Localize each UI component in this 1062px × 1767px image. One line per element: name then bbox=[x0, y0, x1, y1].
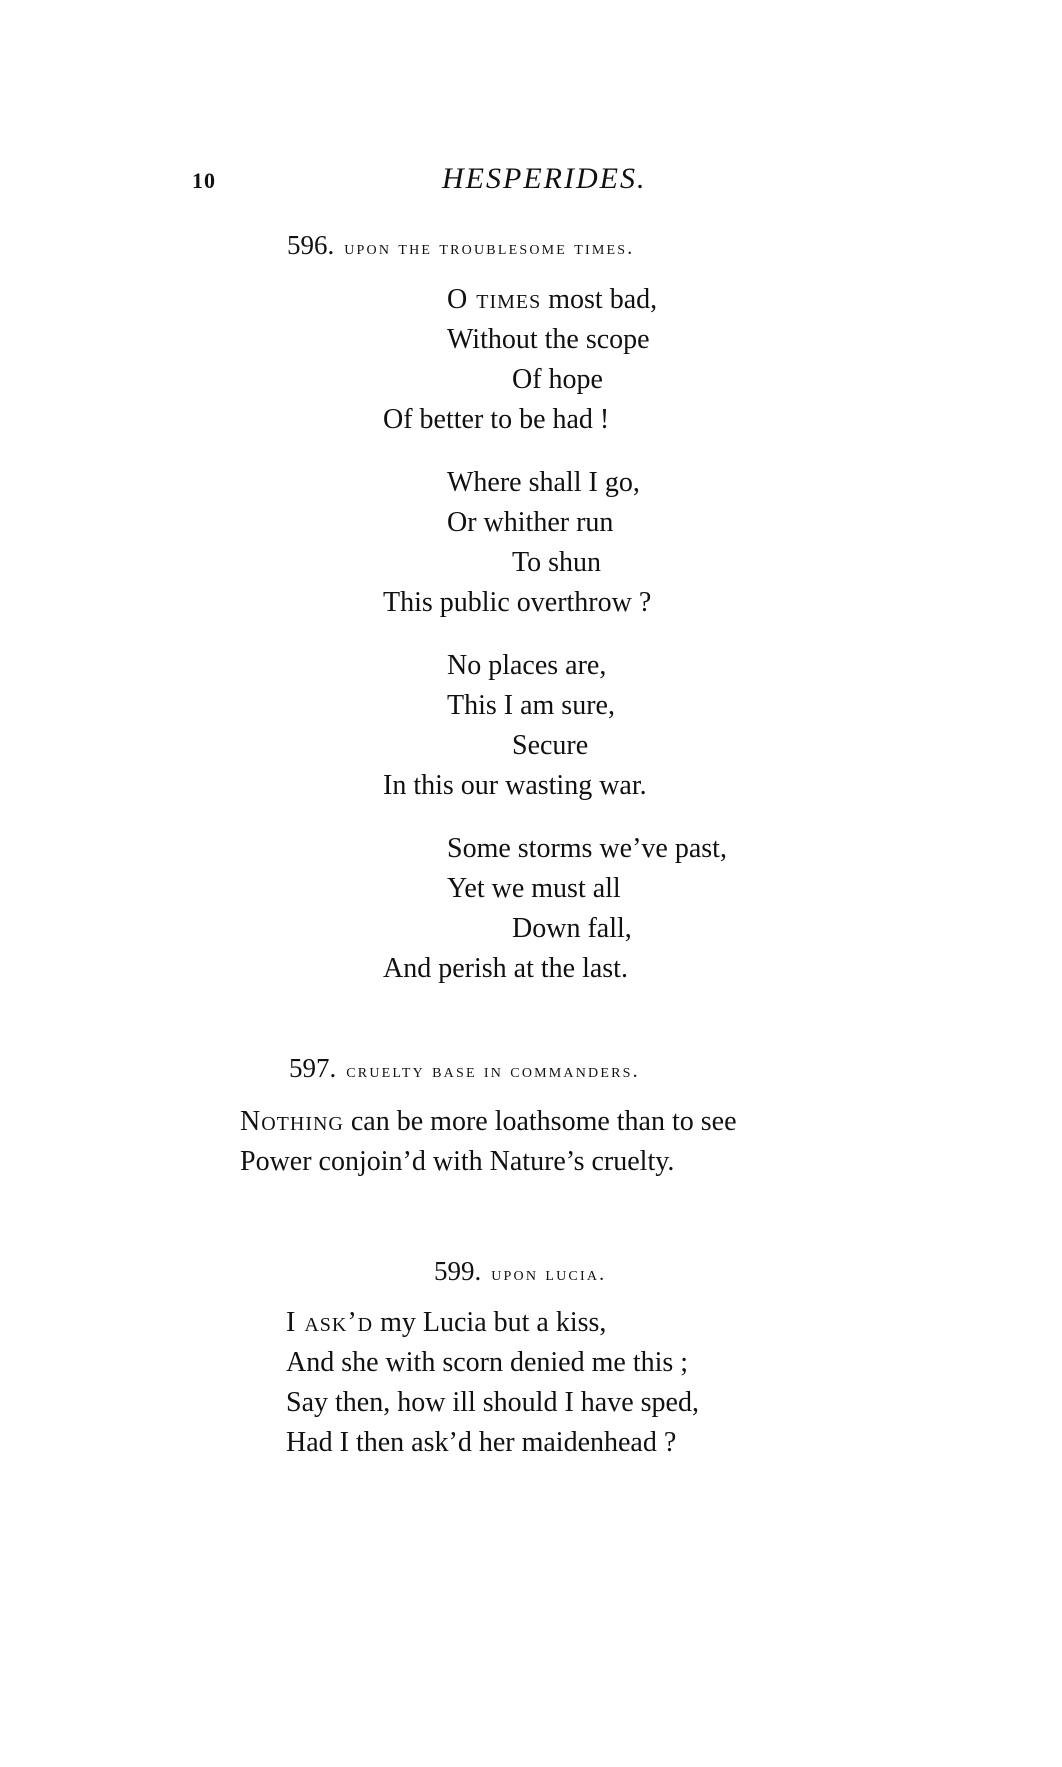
poem-number: 599. bbox=[434, 1256, 482, 1286]
poem-596-title bbox=[287, 230, 634, 261]
verse-line: Secure bbox=[512, 730, 589, 761]
verse-line: Where shall I go, bbox=[447, 467, 640, 498]
verse-line: Or whither run bbox=[447, 507, 614, 538]
verse-line: Down fall, bbox=[512, 913, 632, 944]
verse-line: Of better to be had ! bbox=[383, 404, 610, 435]
verse-line-text: can be more loathsome than to see bbox=[343, 1106, 737, 1137]
verse-line: In this our wasting war. bbox=[383, 770, 647, 801]
verse-line: Yet we must all bbox=[447, 873, 621, 904]
verse-line: No places are, bbox=[447, 650, 607, 681]
poem-title-text: cruelty base in commanders. bbox=[346, 1060, 640, 1082]
poem-title-text: upon lucia. bbox=[491, 1263, 607, 1285]
poem-number: 596. bbox=[287, 230, 335, 260]
verse-line: This I am sure, bbox=[447, 690, 615, 721]
verse-line: And perish at the last. bbox=[383, 953, 628, 984]
verse-line: Power conjoin’d with Nature’s cruelty. bbox=[240, 1146, 675, 1177]
verse-line: Say then, how ill should I have sped, bbox=[286, 1387, 699, 1418]
verse-line: And she with scorn denied me this ; bbox=[286, 1347, 689, 1378]
small-caps-opening: Nothing bbox=[240, 1106, 344, 1137]
verse-line: To shun bbox=[512, 547, 602, 578]
small-caps-opening: O times bbox=[447, 284, 542, 315]
verse-line-text: most bad, bbox=[541, 284, 658, 315]
page-number: 10 bbox=[192, 168, 216, 193]
verse-line bbox=[447, 280, 657, 320]
poem-597-title bbox=[289, 1053, 640, 1084]
verse-line bbox=[286, 1303, 606, 1343]
verse-line: Had I then ask’d her maidenhead ? bbox=[286, 1427, 677, 1458]
poem-title-text: upon the troublesome times. bbox=[344, 237, 635, 259]
running-title: HESPERIDES. bbox=[442, 162, 647, 195]
poem-599-title bbox=[434, 1256, 606, 1287]
verse-line bbox=[240, 1102, 737, 1142]
verse-line: Without the scope bbox=[447, 324, 650, 355]
poem-number: 597. bbox=[289, 1053, 337, 1083]
verse-line: This public overthrow ? bbox=[383, 587, 652, 618]
verse-line-text: my Lucia but a kiss, bbox=[373, 1307, 607, 1338]
verse-line: Of hope bbox=[512, 364, 603, 395]
verse-line: Some storms we’ve past, bbox=[447, 833, 727, 864]
small-caps-opening: I ask’d bbox=[286, 1307, 374, 1338]
